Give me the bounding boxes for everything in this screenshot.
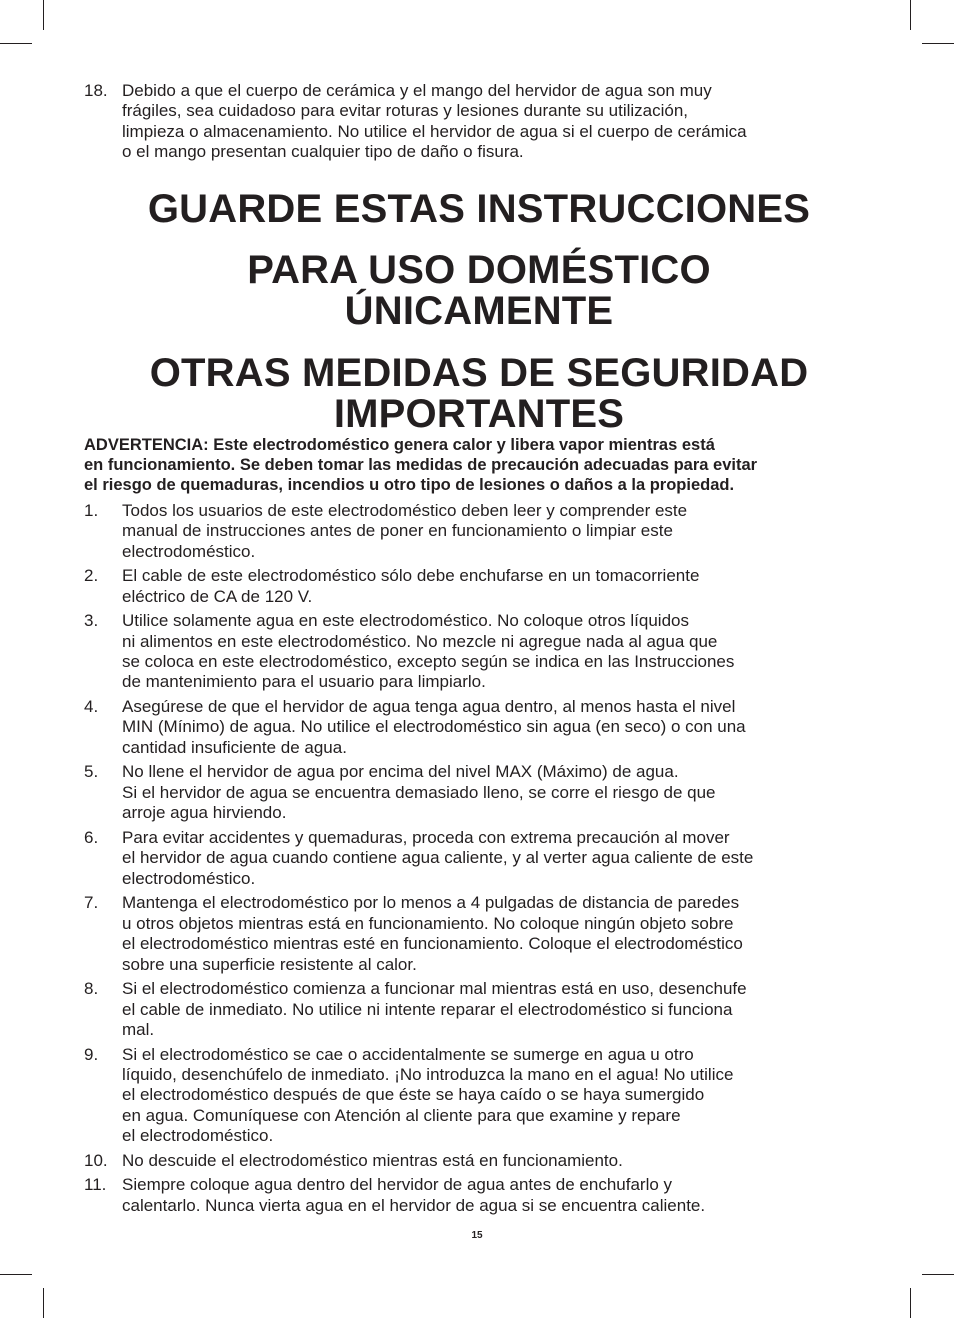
list-item-text: Utilice solamente agua en este electrodoméstico. No coloque otros líquidos ni alimentos en este electrodoméstico. No mezcle ni agregue nada al agua que se coloca en este electrodoméstico, excepto según se indica en las Instrucciones de mantenimiento para el usuario para limpiarlo. [122,611,735,692]
list-item-number: 5. [84,762,99,782]
list-item [84,1045,874,1147]
list-item-number: 6. [84,827,99,847]
heading-household-use: PARA USO DOMÉSTICO ÚNICAMENTE [247,247,711,333]
list-item [84,501,874,562]
list-item [84,979,874,1040]
list-item-text: Debido a que el cuerpo de cerámica y el mango del hervidor de agua son muy frágiles, sea cuidadoso para evitar roturas y lesiones durante su utilización, limpieza o almacenamiento. No utilice el hervidor de agua si el cuerpo de cerámica o el mango presentan cualquier tipo de daño o fisura. [122,81,747,162]
crop-mark-top-right-vertical [910,0,911,30]
list-item-text: Mantenga el electrodoméstico por lo menos a 4 pulgadas de distancia de paredes u otros objetos mientras está en funcionamiento. No coloque ningún objeto sobre el electrodoméstico mientras esté en funcionamiento. Coloque el electrodoméstico sobre una superficie resistente al calor. [122,893,743,974]
list-item-text: No llene el hervidor de agua por encima del nivel MAX (Máximo) de agua. Si el hervidor de agua se encuentra demasiado lleno, se corre el riesgo de que arroje agua hirviendo. [122,762,716,823]
heading-other-safety-measures: OTRAS MEDIDAS DE SEGURIDAD IMPORTANTES [149,350,809,436]
list-item-text: Si el electrodoméstico comienza a funcionar mal mientras está en uso, desenchufe el cable de inmediato. No utilice ni intente reparar el electrodoméstico si funciona mal. [122,979,747,1039]
list-item-number: 7. [84,893,99,913]
crop-mark-top-left-vertical [43,0,44,30]
list-item [84,1175,874,1216]
list-item-number: 9. [84,1044,99,1064]
list-item-number: 2. [84,566,99,586]
list-item-number: 18. [84,81,108,100]
list-item [84,611,874,693]
safety-list [84,501,874,1216]
page-content [84,81,874,1220]
heading-save-instructions: GUARDE ESTAS INSTRUCCIONES [147,186,811,231]
crop-mark-top-right-horizontal [922,43,954,44]
list-item-text: Siempre coloque agua dentro del hervidor de agua antes de enchufarlo y calentarlo. Nunca vierta agua en el hervidor de agua si se encuentra caliente. [122,1175,706,1215]
page-number: 15 [471,1230,483,1241]
list-item-number: 4. [84,697,99,717]
list-item [84,697,874,758]
list-item-text: Asegúrese de que el hervidor de agua tenga agua dentro, al menos hasta el nivel MIN (Mínimo) de agua. No utilice el electrodoméstico sin agua (en seco) o con una cantidad insuficiente de agua. [122,697,746,757]
crop-mark-bottom-right-vertical [910,1288,911,1318]
list-item-18 [84,81,874,163]
list-item-number: 1. [84,500,99,520]
list-item [84,893,874,975]
list-item-number: 10. [84,1150,108,1170]
list-item-text: El cable de este electrodoméstico sólo debe enchufarse en un tomacorriente eléctrico de CA de 120 V. [122,566,700,606]
crop-mark-bottom-left-horizontal [0,1274,32,1275]
list-item-text: Si el electrodoméstico se cae o accidentalmente se sumerge en agua u otro líquido, desenchúfelo de inmediato. ¡No introduzca la mano en el agua! No utilice el electrodoméstico después de que éste se haya caído o se haya sumergido en agua. Comuníquese con Atención al cliente para que examine y repare el electrodoméstico. [122,1044,734,1146]
list-item-text: No descuide el electrodoméstico mientras está en funcionamiento. [122,1150,623,1170]
list-item-number: 11. [84,1175,107,1195]
list-item [84,762,874,823]
list-item [84,1151,874,1171]
list-item-number: 8. [84,979,99,999]
crop-mark-top-left-horizontal [0,43,32,44]
warning-paragraph: ADVERTENCIA: Este electrodoméstico genera calor y libera vapor mientras está en funcionamiento. Se deben tomar las medidas de precaución adecuadas para evitar el riesgo de quemaduras, incendios u otro tipo de lesiones o daños a la propiedad. [84,435,758,495]
list-item-text: Para evitar accidentes y quemaduras, proceda con extrema precaución al mover el hervidor de agua cuando contiene agua caliente, y al verter agua caliente de este electrodoméstico. [122,827,754,888]
list-item-text: Todos los usuarios de este electrodoméstico deben leer y comprender este manual de instrucciones antes de poner en funcionamiento o limpiar este electrodoméstico. [122,500,688,561]
crop-mark-bottom-left-vertical [43,1288,44,1318]
list-item-number: 3. [84,611,99,631]
list-item [84,566,874,607]
crop-mark-bottom-right-horizontal [922,1274,954,1275]
list-item [84,828,874,889]
